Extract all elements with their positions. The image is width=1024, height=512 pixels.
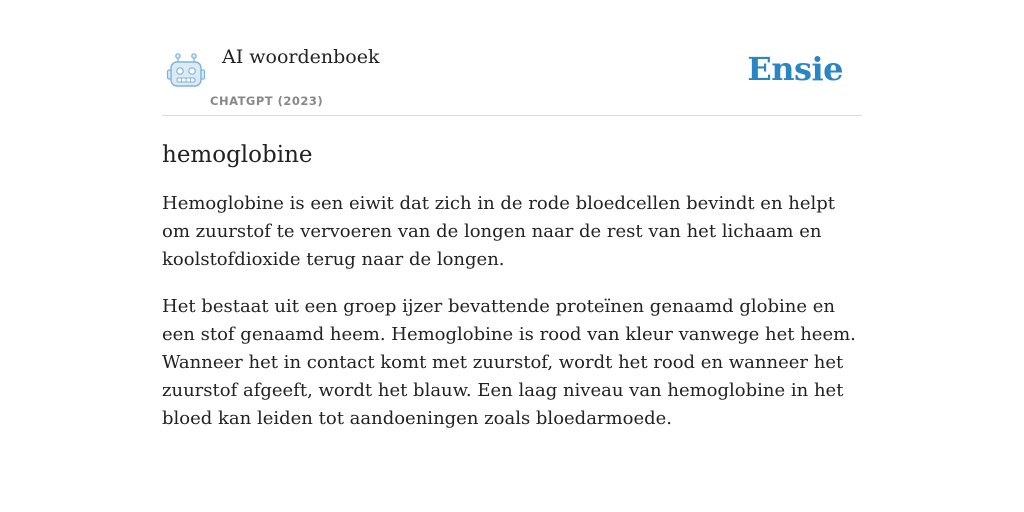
definition-paragraph: Het bestaat uit een groep ijzer bevattende proteïnen genaamd globine en een stof genaamd heem. Hemoglobine is rood van kleur vanwege het heem. Wanneer het in contact komt met zuurstof, wordt het rood en wanneer het zuurstof afgeeft, wordt het blauw. Een laag niveau van hemoglobine in het bloed kan leiden tot aandoeningen zoals bloedarmoede. xyxy=(162,296,856,429)
dictionary-card xyxy=(162,40,862,433)
brand-logo[interactable]: Ensie xyxy=(747,50,843,88)
source-name[interactable]: AI woordenboek xyxy=(222,46,380,68)
definition-paragraph: Hemoglobine is een eiwit dat zich in de rode bloedcellen bevindt en helpt om zuurstof te vervoeren van de longen naar de rest van het lichaam en koolstofdioxide terug naar de longen. xyxy=(162,193,836,270)
source-header xyxy=(162,40,862,116)
source-year: CHATGPT (2023) xyxy=(210,94,324,108)
entry-term: hemoglobine xyxy=(162,142,313,168)
robot-icon xyxy=(166,52,206,90)
entry-definition xyxy=(162,190,862,433)
